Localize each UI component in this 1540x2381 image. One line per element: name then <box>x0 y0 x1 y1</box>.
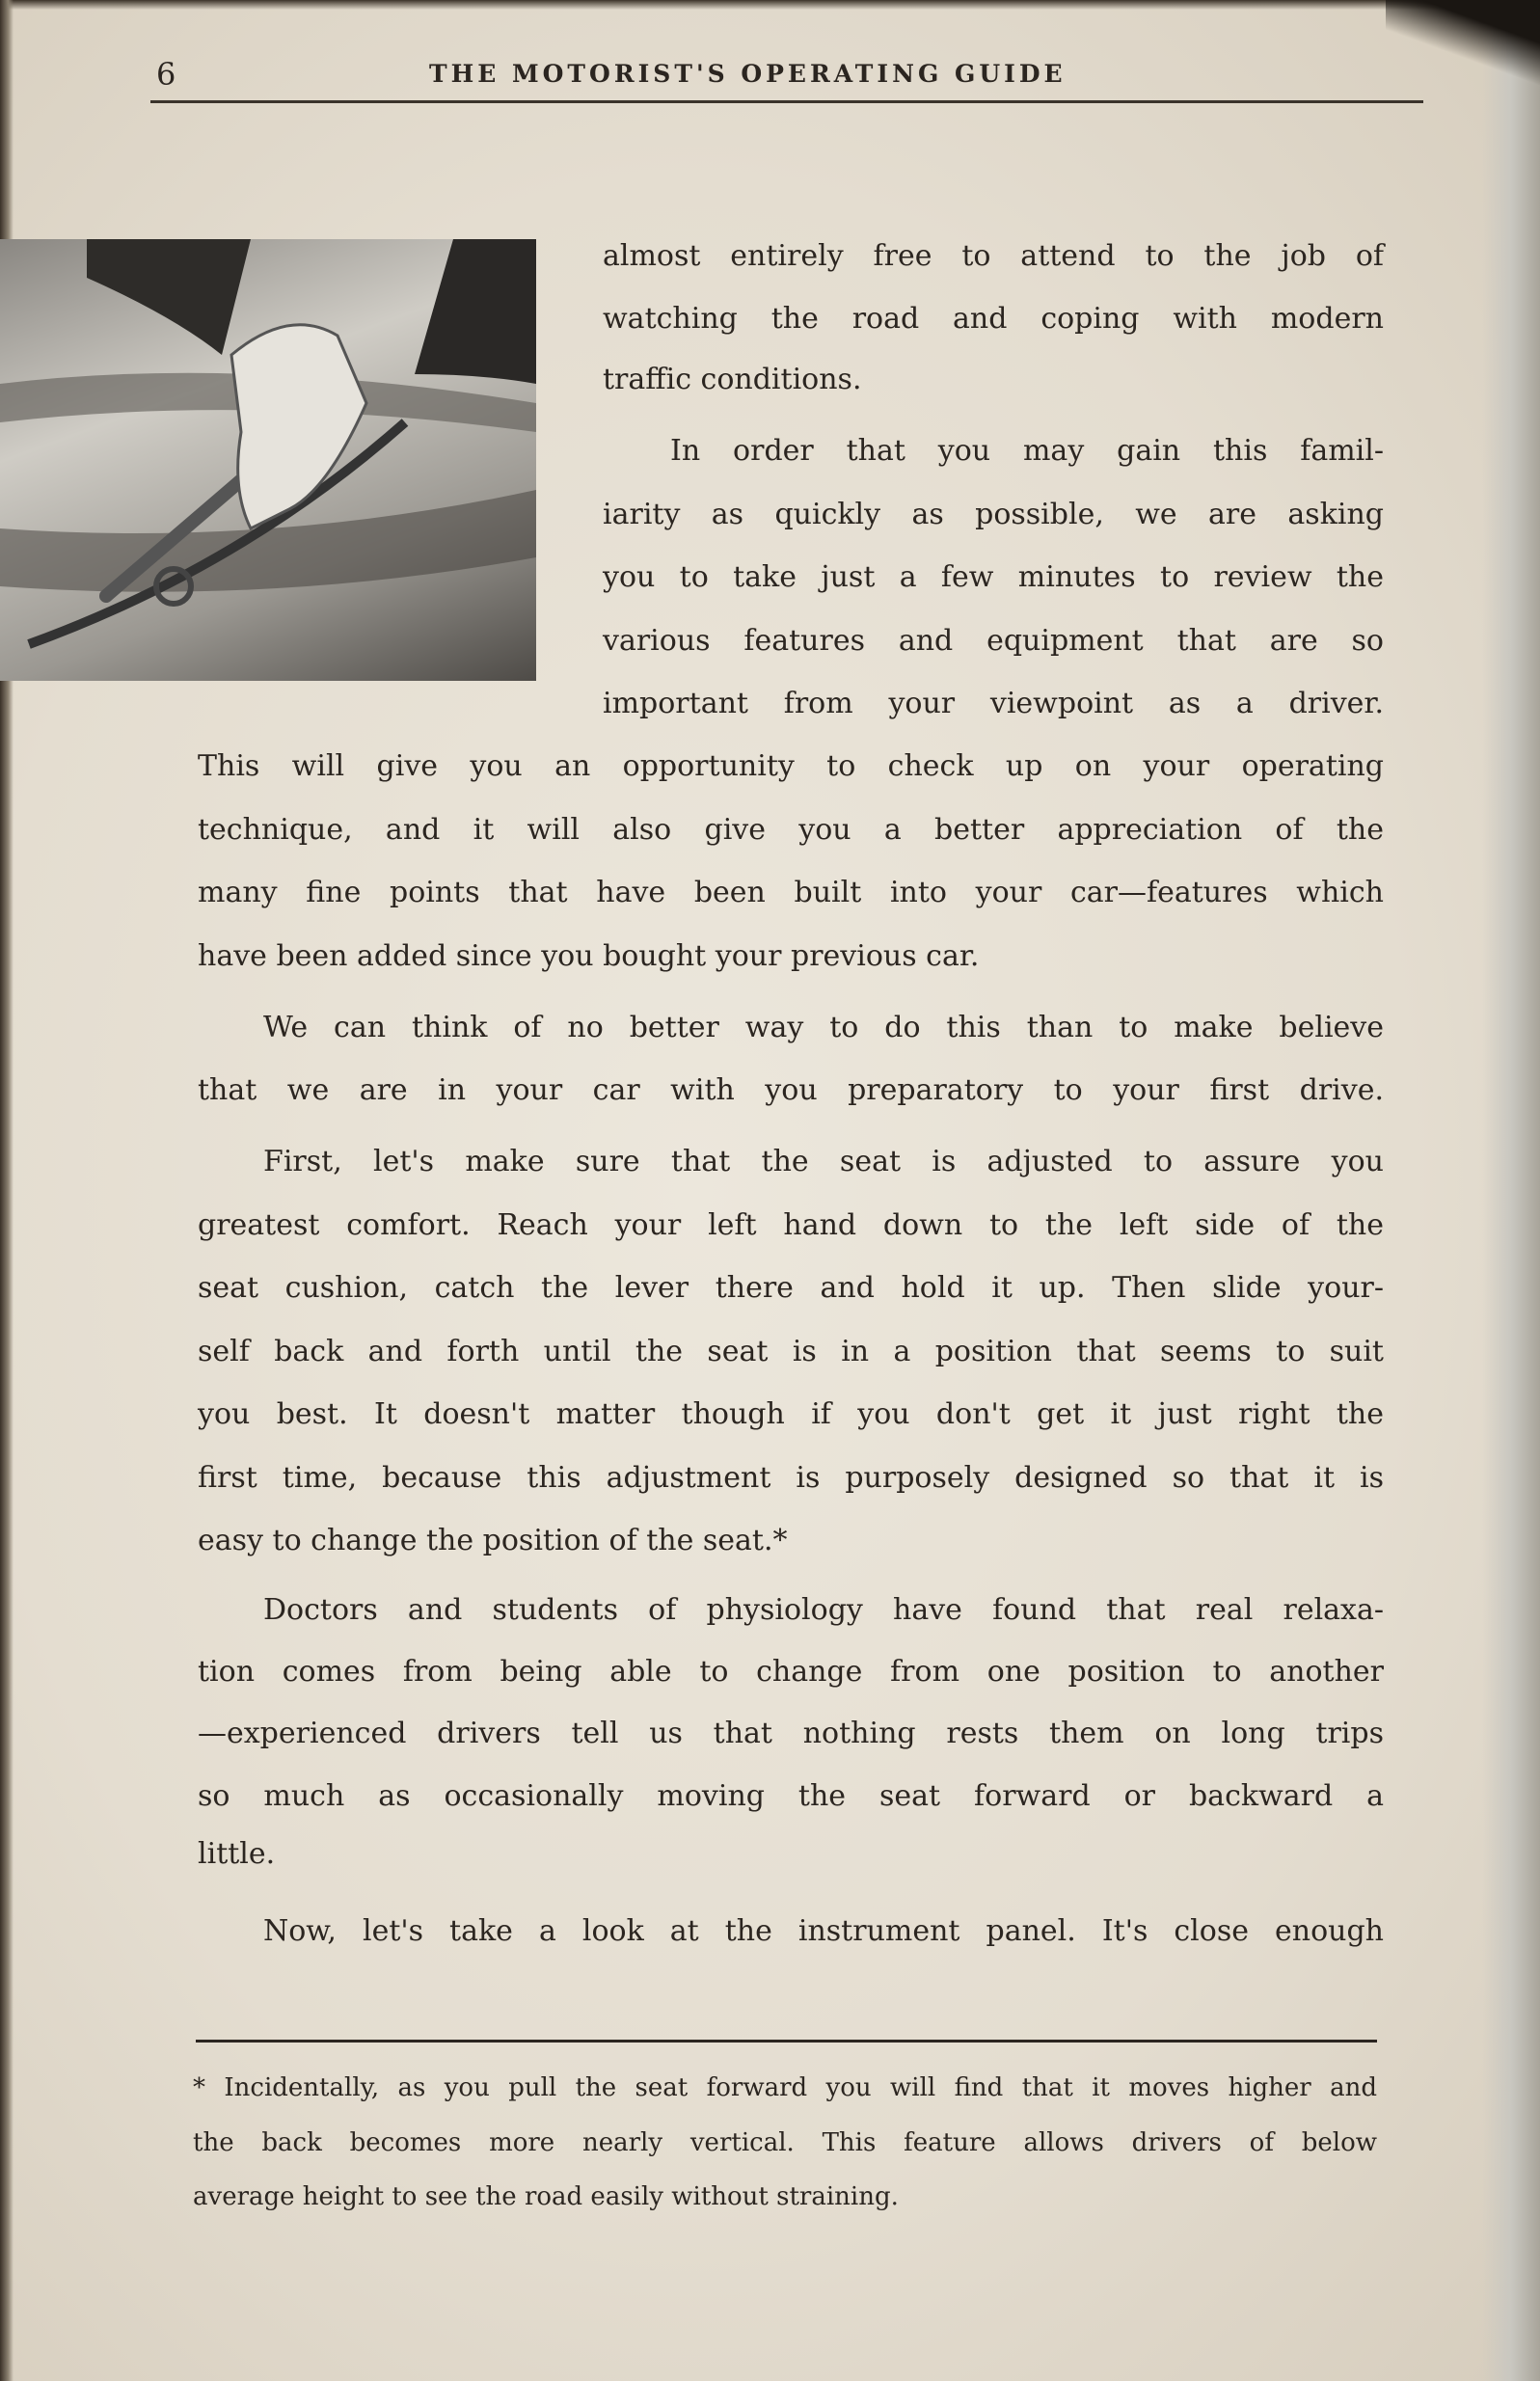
page-number: 6 <box>156 56 176 93</box>
text-line: Now, let's take a look at the instrument panel. It's close enough <box>263 1914 1384 1948</box>
footnote-line: * Incidentally, as you pull the seat forward you will find that it moves higher and <box>193 2073 1377 2102</box>
text-line: almost entirely free to attend to the job of <box>603 239 1384 273</box>
page-edge <box>1482 0 1540 2381</box>
text-line: you to take just a few minutes to review the <box>603 560 1384 594</box>
text-line: traffic conditions. <box>603 363 862 396</box>
text-line: have been added since you bought your previous car. <box>198 939 980 973</box>
text-line: so much as occasionally moving the seat forward or backward a <box>198 1779 1384 1813</box>
page-corner-shadow <box>1386 0 1540 87</box>
page-edge <box>0 0 1540 10</box>
footnote-line: the back becomes more nearly vertical. This feature allows drivers of below <box>193 2128 1377 2157</box>
text-line: Doctors and students of physiology have found that real relaxa- <box>263 1593 1384 1627</box>
text-line: you best. It doesn't matter though if you don't get it just right the <box>198 1397 1384 1431</box>
text-line: First, let's make sure that the seat is adjusted to assure you <box>263 1145 1384 1178</box>
footnote-rule <box>196 2040 1377 2043</box>
text-line: easy to change the position of the seat.* <box>198 1524 788 1557</box>
text-line: self back and forth until the seat is in a position that seems to suit <box>198 1335 1384 1368</box>
text-line: little. <box>198 1837 276 1871</box>
header-rule <box>150 100 1423 103</box>
text-line: We can think of no better way to do this than to make believe <box>263 1011 1384 1044</box>
text-line: greatest comfort. Reach your left hand down to the left side of the <box>198 1208 1384 1242</box>
text-line: This will give you an opportunity to check up on your operating <box>198 749 1384 783</box>
illustration-hand-on-seat-lever <box>0 239 536 681</box>
text-line: seat cushion, catch the lever there and hold it up. Then slide your- <box>198 1271 1384 1305</box>
text-line: many fine points that have been built into your car—features which <box>198 876 1384 909</box>
text-line: watching the road and coping with modern <box>603 302 1384 336</box>
text-line: —experienced drivers tell us that nothing rests them on long trips <box>198 1717 1384 1750</box>
text-line: technique, and it will also give you a better appreciation of the <box>198 813 1384 847</box>
text-line: In order that you may gain this famil- <box>670 434 1384 468</box>
text-line: first time, because this adjustment is purposely designed so that it is <box>198 1461 1384 1495</box>
running-header: THE MOTORIST'S OPERATING GUIDE <box>429 60 1067 88</box>
text-line: various features and equipment that are so <box>603 624 1384 658</box>
text-line: that we are in your car with you preparatory to your first drive. <box>198 1073 1384 1107</box>
text-line: tion comes from being able to change from one position to another <box>198 1655 1384 1689</box>
footnote-line: average height to see the road easily without straining. <box>193 2182 899 2211</box>
text-line: iarity as quickly as possible, we are asking <box>603 498 1384 531</box>
text-line: important from your viewpoint as a driver. <box>603 687 1384 720</box>
